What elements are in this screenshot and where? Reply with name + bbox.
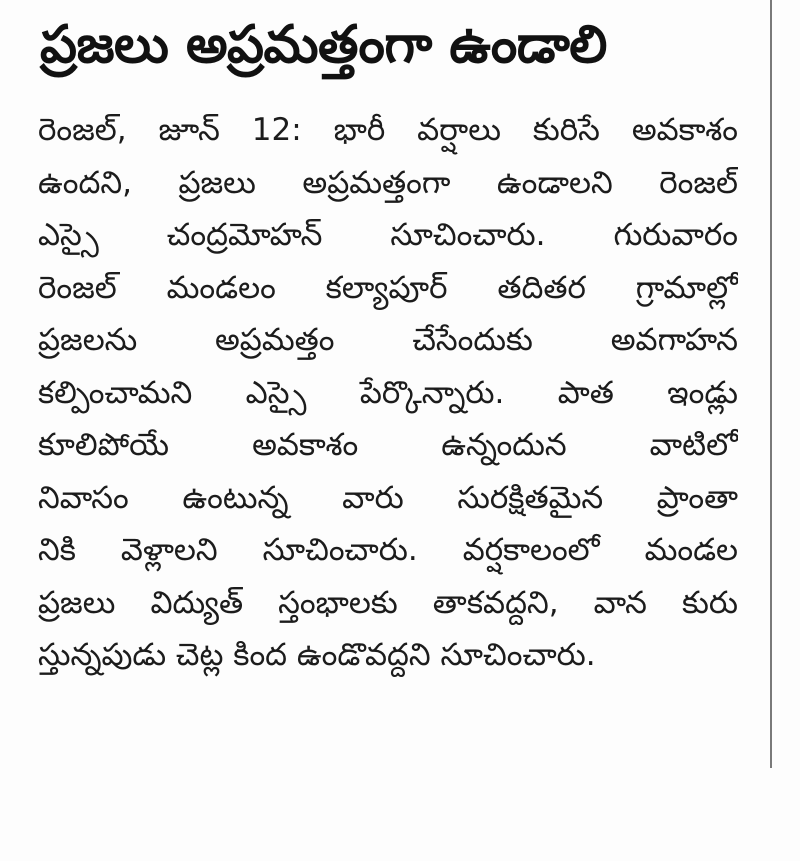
article-line: రెంజల్ మండలం కల్యాపూర్ తదితర గ్రామాల్లో [38, 269, 738, 306]
article-body [38, 104, 760, 682]
article-line: స్తున్నపుడు చెట్ల కింద ఉండొవద్దని సూచించారు. [38, 637, 596, 673]
article-line: ప్రజలు విద్యుత్ స్తంభాలకు తాకవద్దని, వాన కురు [38, 584, 738, 621]
article-line: రెంజల్, జూన్ 12: భారీ వర్షాలు కురిసే అవకాశం [38, 112, 738, 148]
news-article [28, 0, 760, 682]
article-headline: ప్రజలు అప్రమత్తంగా ఉండాలి [40, 15, 607, 75]
article-line: కల్పించామని ఎస్సై పేర్కొన్నారు. పాత ఇండ్లు [38, 374, 738, 411]
article-line: కూలిపోయే అవకాశం ఉన్నందున వాటిలో [38, 427, 738, 463]
article-line: నివాసం ఉంటున్న వారు సురక్షితమైన ప్రాంతా [38, 479, 738, 516]
article-line: నికి వెళ్లాలని సూచించారు. వర్షకాలంలో మండల [38, 532, 738, 568]
article-line: ఎస్సై చంద్రమోహన్ సూచించారు. గురువారం [38, 217, 738, 253]
column-divider [770, 0, 772, 768]
article-line: ప్రజలను అప్రమత్తం చేసేందుకు అవగాహన [38, 322, 738, 358]
article-line: ఉందని, ప్రజలు అప్రమత్తంగా ఉండాలని రెంజల్ [38, 164, 738, 201]
